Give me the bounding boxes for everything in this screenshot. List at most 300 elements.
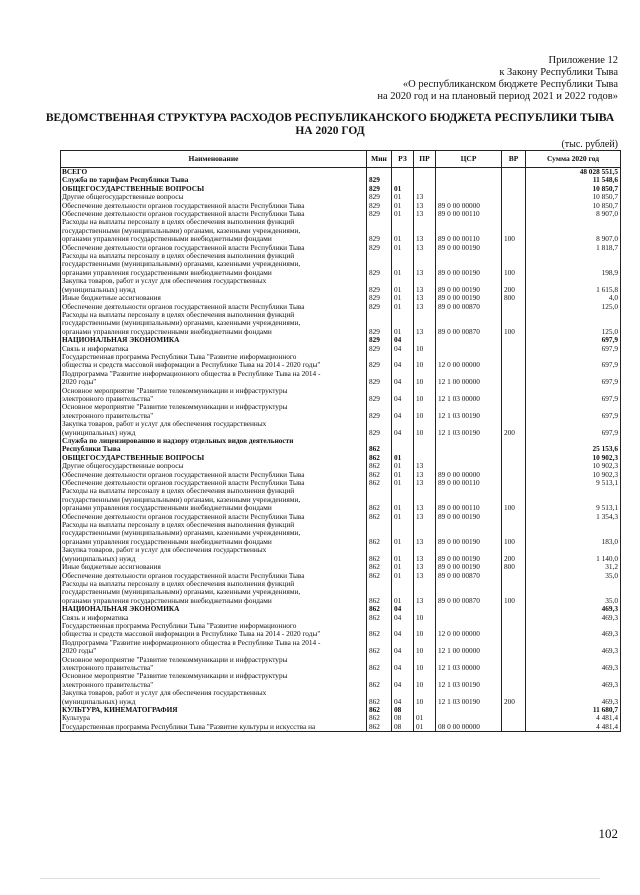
- cell-name: Закупка товаров, работ и услуг для обеспечения государственных: [61, 420, 367, 428]
- cell-name: Обеспечение деятельности органов государственной власти Республики Тыва: [61, 244, 367, 252]
- cell-amount: 10 850,7: [526, 185, 621, 193]
- cell-ministry: 862: [367, 513, 392, 521]
- cell-amount: 48 028 551,5: [526, 168, 621, 177]
- cell-amount: 198,9: [526, 269, 621, 277]
- cell-name: органами управления государственными внебюджетными фондами: [61, 269, 367, 277]
- cell-ministry: 829: [367, 429, 392, 437]
- cell-ministry: 829: [367, 185, 392, 193]
- cell-expense-type: 100: [502, 538, 526, 546]
- cell-name: органами управления государственными внебюджетными фондами: [61, 328, 367, 336]
- cell-amount: 11 548,6: [526, 176, 621, 184]
- cell-name: ВСЕГО: [61, 168, 367, 177]
- cell-target-code: [436, 176, 502, 184]
- cell-target-code: 89 0 00 00870: [436, 572, 502, 580]
- cell-expense-type: [502, 622, 526, 630]
- cell-expense-type: 800: [502, 563, 526, 571]
- cell-name: Закупка товаров, работ и услуг для обеспечения государственных: [61, 546, 367, 554]
- cell-subsection: 13: [414, 202, 436, 210]
- cell-subsection: [414, 580, 436, 588]
- cell-expense-type: [502, 445, 526, 453]
- cell-name: государственными (муниципальными) органами, казенными учреждениями,: [61, 319, 367, 327]
- cell-target-code: [436, 580, 502, 588]
- cell-subsection: 10: [414, 395, 436, 403]
- cell-target-code: [436, 614, 502, 622]
- cell-ministry: [367, 487, 392, 495]
- cell-subsection: 13: [414, 328, 436, 336]
- cell-amount: 8 907,0: [526, 210, 621, 218]
- cell-target-code: [436, 168, 502, 177]
- cell-amount: 469,3: [526, 681, 621, 689]
- cell-amount: 125,0: [526, 328, 621, 336]
- cell-section: 04: [392, 345, 414, 353]
- cell-expense-type: [502, 605, 526, 613]
- cell-subsection: [414, 252, 436, 260]
- cell-section: 01: [392, 294, 414, 302]
- cell-amount: 697,9: [526, 378, 621, 386]
- cell-section: 04: [392, 412, 414, 420]
- cell-expense-type: [502, 361, 526, 369]
- cell-name: Подпрограмма "Развитие информационного общества в Республике Тыва на 2014 -: [61, 370, 367, 378]
- cell-amount: 35,0: [526, 597, 621, 605]
- cell-name: Другие общегосударственные вопросы: [61, 193, 367, 201]
- table-row: [61, 437, 621, 445]
- cell-expense-type: [502, 412, 526, 420]
- cell-name: Иные бюджетные ассигнования: [61, 294, 367, 302]
- cell-name: Иные бюджетные ассигнования: [61, 563, 367, 571]
- cell-ministry: [367, 218, 392, 226]
- cell-name: общества и средств массовой информации в Республике Тыва на 2014 - 2020 годы": [61, 630, 367, 638]
- cell-ministry: 829: [367, 361, 392, 369]
- cell-amount: 697,9: [526, 412, 621, 420]
- cell-ministry: 829: [367, 202, 392, 210]
- cell-subsection: 10: [414, 429, 436, 437]
- cell-target-code: 89 0 00 00190: [436, 538, 502, 546]
- cell-name: Обеспечение деятельности органов государственной власти Республики Тыва: [61, 202, 367, 210]
- cell-target-code: 89 0 00 00190: [436, 269, 502, 277]
- cell-name: государственными (муниципальными) органами, казенными учреждениями,: [61, 496, 367, 504]
- cell-section: [392, 311, 414, 319]
- cell-name: Расходы на выплаты персоналу в целях обеспечения выполнения функций: [61, 521, 367, 529]
- cell-name: государственными (муниципальными) органами, казенными учреждениями,: [61, 227, 367, 235]
- cell-amount: 1 140,0: [526, 555, 621, 563]
- header-expense-type: ВР: [502, 151, 526, 168]
- cell-amount: [526, 252, 621, 260]
- cell-name: электронного правительства": [61, 412, 367, 420]
- cell-amount: 9 513,1: [526, 504, 621, 512]
- cell-subsection: 13: [414, 294, 436, 302]
- cell-expense-type: [502, 614, 526, 622]
- cell-subsection: 10: [414, 630, 436, 638]
- appendix-header: [377, 55, 618, 103]
- cell-section: 04: [392, 647, 414, 655]
- cell-section: [392, 580, 414, 588]
- cell-name: 2020 годы": [61, 378, 367, 386]
- cell-ministry: 829: [367, 294, 392, 302]
- cell-section: 01: [392, 244, 414, 252]
- cell-name: Связь и информатика: [61, 345, 367, 353]
- cell-expense-type: [502, 630, 526, 638]
- cell-name: Расходы на выплаты персоналу в целях обеспечения выполнения функций: [61, 252, 367, 260]
- cell-amount: 11 680,7: [526, 706, 621, 714]
- table-row: [61, 689, 621, 697]
- cell-amount: 697,9: [526, 361, 621, 369]
- cell-target-code: [436, 487, 502, 495]
- budget-table-container: [60, 150, 620, 732]
- cell-ministry: 829: [367, 378, 392, 386]
- cell-expense-type: [502, 681, 526, 689]
- cell-subsection: [414, 437, 436, 445]
- header-section: РЗ: [392, 151, 414, 168]
- cell-target-code: 12 1 03 00000: [436, 395, 502, 403]
- cell-expense-type: [502, 572, 526, 580]
- cell-ministry: 829: [367, 210, 392, 218]
- cell-name: органами управления государственными внебюджетными фондами: [61, 538, 367, 546]
- cell-section: 08: [392, 723, 414, 732]
- cell-subsection: [414, 218, 436, 226]
- cell-amount: 35,0: [526, 572, 621, 580]
- cell-name: органами управления государственными внебюджетными фондами: [61, 504, 367, 512]
- cell-target-code: 89 0 00 00190: [436, 555, 502, 563]
- appendix-line: Приложение 12: [548, 55, 618, 66]
- cell-expense-type: [502, 168, 526, 177]
- cell-section: 01: [392, 504, 414, 512]
- cell-ministry: 829: [367, 412, 392, 420]
- cell-target-code: [436, 185, 502, 193]
- cell-expense-type: [502, 723, 526, 732]
- cell-section: 04: [392, 664, 414, 672]
- cell-name: Другие общегосударственные вопросы: [61, 462, 367, 470]
- cell-ministry: 829: [367, 176, 392, 184]
- cell-expense-type: [502, 714, 526, 722]
- cell-section: 04: [392, 605, 414, 613]
- cell-section: [392, 168, 414, 177]
- cell-ministry: [367, 252, 392, 260]
- document-title: [40, 112, 620, 138]
- header-ministry: Мин: [367, 151, 392, 168]
- cell-name: Основное мероприятие "Развитие телекоммуникации и инфраструктуры: [61, 387, 367, 395]
- cell-ministry: 862: [367, 538, 392, 546]
- cell-section: 04: [392, 614, 414, 622]
- cell-section: 01: [392, 454, 414, 462]
- cell-section: [392, 437, 414, 445]
- cell-amount: 4 481,4: [526, 714, 621, 722]
- cell-section: 01: [392, 328, 414, 336]
- cell-amount: [526, 487, 621, 495]
- cell-subsection: [414, 311, 436, 319]
- cell-name: Обеспечение деятельности органов государственной власти Республики Тыва: [61, 513, 367, 521]
- cell-expense-type: [502, 437, 526, 445]
- cell-name: Расходы на выплаты персоналу в целях обеспечения выполнения функций: [61, 311, 367, 319]
- cell-section: 01: [392, 572, 414, 580]
- cell-subsection: [414, 176, 436, 184]
- cell-expense-type: 200: [502, 555, 526, 563]
- cell-name: Закупка товаров, работ и услуг для обеспечения государственных: [61, 689, 367, 697]
- cell-ministry: 862: [367, 504, 392, 512]
- cell-section: 01: [392, 235, 414, 243]
- cell-section: 04: [392, 378, 414, 386]
- cell-section: [392, 521, 414, 529]
- cell-ministry: 829: [367, 328, 392, 336]
- cell-amount: 469,3: [526, 647, 621, 655]
- cell-amount: 8 907,0: [526, 235, 621, 243]
- cell-ministry: 829: [367, 345, 392, 353]
- cell-amount: 10 850,7: [526, 193, 621, 201]
- cell-section: 01: [392, 563, 414, 571]
- cell-amount: [526, 311, 621, 319]
- cell-expense-type: [502, 303, 526, 311]
- cell-ministry: [367, 580, 392, 588]
- cell-target-code: [436, 605, 502, 613]
- cell-amount: 10 902,3: [526, 471, 621, 479]
- cell-subsection: 13: [414, 513, 436, 521]
- cell-ministry: 862: [367, 597, 392, 605]
- header-target-code: ЦСР: [436, 151, 502, 168]
- cell-ministry: 829: [367, 303, 392, 311]
- cell-expense-type: [502, 370, 526, 378]
- cell-ministry: 862: [367, 664, 392, 672]
- cell-name: Культура: [61, 714, 367, 722]
- cell-subsection: 10: [414, 681, 436, 689]
- cell-ministry: 829: [367, 244, 392, 252]
- footer-divider: [40, 878, 600, 879]
- cell-expense-type: [502, 345, 526, 353]
- cell-name: (муниципальных) нужд: [61, 286, 367, 294]
- cell-expense-type: 100: [502, 235, 526, 243]
- table-header-row: [61, 151, 621, 168]
- cell-ministry: [367, 311, 392, 319]
- cell-name: Республики Тыва: [61, 445, 367, 453]
- cell-target-code: 12 1 03 00190: [436, 698, 502, 706]
- cell-ministry: 829: [367, 269, 392, 277]
- cell-amount: 697,9: [526, 429, 621, 437]
- table-row: [61, 723, 621, 732]
- cell-expense-type: 800: [502, 294, 526, 302]
- cell-target-code: 12 1 03 00190: [436, 681, 502, 689]
- cell-expense-type: [502, 487, 526, 495]
- cell-target-code: [436, 437, 502, 445]
- cell-name: электронного правительства": [61, 681, 367, 689]
- cell-name: (муниципальных) нужд: [61, 698, 367, 706]
- cell-ministry: 862: [367, 555, 392, 563]
- cell-amount: 697,9: [526, 345, 621, 353]
- cell-ministry: 862: [367, 614, 392, 622]
- cell-ministry: 829: [367, 286, 392, 294]
- cell-name: НАЦИОНАЛЬНАЯ ЭКОНОМИКА: [61, 605, 367, 613]
- cell-target-code: [436, 445, 502, 453]
- cell-amount: 469,3: [526, 664, 621, 672]
- cell-ministry: 862: [367, 471, 392, 479]
- document-title-line: ВЕДОМСТВЕННАЯ СТРУКТУРА РАСХОДОВ РЕСПУБЛИКАНСКОГО БЮДЖЕТА РЕСПУБЛИКИ ТЫВА: [45, 112, 615, 124]
- cell-expense-type: [502, 656, 526, 664]
- cell-amount: 469,3: [526, 698, 621, 706]
- cell-ministry: 862: [367, 454, 392, 462]
- cell-subsection: 10: [414, 664, 436, 672]
- cell-target-code: 89 0 00 00110: [436, 504, 502, 512]
- cell-section: [392, 487, 414, 495]
- cell-target-code: 89 0 00 00870: [436, 328, 502, 336]
- cell-expense-type: [502, 218, 526, 226]
- cell-amount: 697,9: [526, 336, 621, 344]
- cell-section: 01: [392, 471, 414, 479]
- cell-expense-type: [502, 244, 526, 252]
- cell-expense-type: [502, 336, 526, 344]
- cell-name: ОБЩЕГОСУДАРСТВЕННЫЕ ВОПРОСЫ: [61, 454, 367, 462]
- cell-ministry: 829: [367, 235, 392, 243]
- cell-amount: 9 513,1: [526, 479, 621, 487]
- cell-target-code: 89 0 00 00870: [436, 303, 502, 311]
- cell-name: Служба по лицензированию и надзору отдельных видов деятельности: [61, 437, 367, 445]
- cell-target-code: [436, 521, 502, 529]
- cell-section: 08: [392, 714, 414, 722]
- cell-expense-type: [502, 252, 526, 260]
- table-row: [61, 336, 621, 344]
- cell-ministry: 829: [367, 193, 392, 201]
- cell-subsection: 10: [414, 345, 436, 353]
- cell-target-code: 89 0 00 00110: [436, 210, 502, 218]
- cell-expense-type: [502, 185, 526, 193]
- cell-section: 04: [392, 336, 414, 344]
- cell-ministry: 829: [367, 395, 392, 403]
- cell-target-code: 12 1 03 00190: [436, 429, 502, 437]
- cell-name: государственными (муниципальными) органами, казенными учреждениями,: [61, 260, 367, 268]
- cell-section: [392, 218, 414, 226]
- cell-name: Подпрограмма "Развитие информационного общества в Республике Тыва на 2014 -: [61, 639, 367, 647]
- cell-expense-type: [502, 403, 526, 411]
- cell-target-code: [436, 706, 502, 714]
- cell-amount: 31,2: [526, 563, 621, 571]
- table-row: [61, 420, 621, 428]
- cell-name: электронного правительства": [61, 395, 367, 403]
- cell-section: 04: [392, 429, 414, 437]
- cell-name: государственными (муниципальными) органами, казенными учреждениями,: [61, 529, 367, 537]
- cell-amount: 10 850,7: [526, 202, 621, 210]
- cell-section: 04: [392, 681, 414, 689]
- cell-section: 01: [392, 479, 414, 487]
- cell-amount: 10 902,3: [526, 462, 621, 470]
- cell-expense-type: [502, 639, 526, 647]
- cell-amount: 10 902,3: [526, 454, 621, 462]
- cell-expense-type: 100: [502, 504, 526, 512]
- cell-name: Обеспечение деятельности органов государственной власти Республики Тыва: [61, 210, 367, 218]
- appendix-line: на 2020 год и на плановый период 2021 и 2022 годов»: [377, 91, 618, 102]
- cell-ministry: 862: [367, 572, 392, 580]
- cell-target-code: 12 1 03 00190: [436, 412, 502, 420]
- cell-target-code: 89 0 00 00190: [436, 294, 502, 302]
- table-body: [61, 168, 621, 732]
- cell-ministry: 862: [367, 479, 392, 487]
- cell-section: 01: [392, 202, 414, 210]
- cell-name: общества и средств массовой информации в Республике Тыва на 2014 - 2020 годы": [61, 361, 367, 369]
- cell-target-code: 12 1 03 00000: [436, 664, 502, 672]
- table-row: [61, 605, 621, 613]
- cell-target-code: 89 0 00 00190: [436, 244, 502, 252]
- cell-target-code: 89 0 00 00870: [436, 597, 502, 605]
- cell-target-code: 12 1 00 00000: [436, 647, 502, 655]
- appendix-line: к Закону Республики Тыва: [499, 67, 618, 78]
- cell-expense-type: 200: [502, 698, 526, 706]
- cell-subsection: 13: [414, 210, 436, 218]
- cell-ministry: 862: [367, 462, 392, 470]
- cell-amount: [526, 580, 621, 588]
- cell-expense-type: [502, 454, 526, 462]
- cell-section: 01: [392, 303, 414, 311]
- cell-expense-type: [502, 647, 526, 655]
- cell-subsection: 13: [414, 538, 436, 546]
- cell-expense-type: 200: [502, 286, 526, 294]
- cell-name: (муниципальных) нужд: [61, 555, 367, 563]
- cell-ministry: 829: [367, 336, 392, 344]
- cell-subsection: 13: [414, 597, 436, 605]
- cell-expense-type: 100: [502, 328, 526, 336]
- table-row: [61, 706, 621, 714]
- cell-expense-type: [502, 378, 526, 386]
- cell-ministry: 862: [367, 723, 392, 732]
- cell-expense-type: [502, 210, 526, 218]
- cell-subsection: 10: [414, 647, 436, 655]
- cell-subsection: 13: [414, 471, 436, 479]
- cell-section: 04: [392, 698, 414, 706]
- page-number: 102: [598, 826, 618, 841]
- cell-subsection: 10: [414, 378, 436, 386]
- cell-name: органами управления государственными внебюджетными фондами: [61, 597, 367, 605]
- cell-expense-type: 200: [502, 429, 526, 437]
- cell-target-code: 89 0 00 00000: [436, 471, 502, 479]
- cell-amount: 469,3: [526, 605, 621, 613]
- cell-target-code: [436, 218, 502, 226]
- cell-name: государственными (муниципальными) органами, казенными учреждениями,: [61, 588, 367, 596]
- cell-target-code: [436, 345, 502, 353]
- cell-ministry: 862: [367, 445, 392, 453]
- cell-amount: 469,3: [526, 630, 621, 638]
- cell-subsection: 13: [414, 244, 436, 252]
- cell-name: 2020 годы": [61, 647, 367, 655]
- cell-name: Служба по тарифам Республики Тыва: [61, 176, 367, 184]
- cell-subsection: 01: [414, 714, 436, 722]
- cell-expense-type: [502, 311, 526, 319]
- cell-name: Расходы на выплаты персоналу в целях обеспечения выполнения функций: [61, 218, 367, 226]
- appendix-line: «О республиканском бюджете Республики Тыва: [402, 79, 618, 90]
- cell-target-code: [436, 454, 502, 462]
- cell-name: НАЦИОНАЛЬНАЯ ЭКОНОМИКА: [61, 336, 367, 344]
- cell-target-code: 12 1 00 00000: [436, 378, 502, 386]
- cell-subsection: 13: [414, 193, 436, 201]
- cell-target-code: 08 0 00 00000: [436, 723, 502, 732]
- cell-subsection: 13: [414, 269, 436, 277]
- cell-ministry: 862: [367, 605, 392, 613]
- cell-amount: 1 354,3: [526, 513, 621, 521]
- cell-target-code: [436, 252, 502, 260]
- cell-name: ОБЩЕГОСУДАРСТВЕННЫЕ ВОПРОСЫ: [61, 185, 367, 193]
- table-row: [61, 546, 621, 554]
- cell-name: Связь и информатика: [61, 614, 367, 622]
- table-row: [61, 277, 621, 285]
- cell-name: электронного правительства": [61, 664, 367, 672]
- cell-expense-type: [502, 580, 526, 588]
- cell-subsection: [414, 487, 436, 495]
- cell-subsection: 13: [414, 572, 436, 580]
- cell-target-code: 12 0 00 00000: [436, 630, 502, 638]
- cell-expense-type: [502, 479, 526, 487]
- cell-subsection: 13: [414, 303, 436, 311]
- cell-name: Обеспечение деятельности органов государственной власти Республики Тыва: [61, 303, 367, 311]
- cell-subsection: 13: [414, 462, 436, 470]
- cell-target-code: [436, 311, 502, 319]
- cell-subsection: [414, 445, 436, 453]
- cell-amount: 25 153,6: [526, 445, 621, 453]
- document-title-line: НА 2020 ГОД: [295, 125, 365, 137]
- cell-section: 01: [392, 286, 414, 294]
- cell-section: 01: [392, 538, 414, 546]
